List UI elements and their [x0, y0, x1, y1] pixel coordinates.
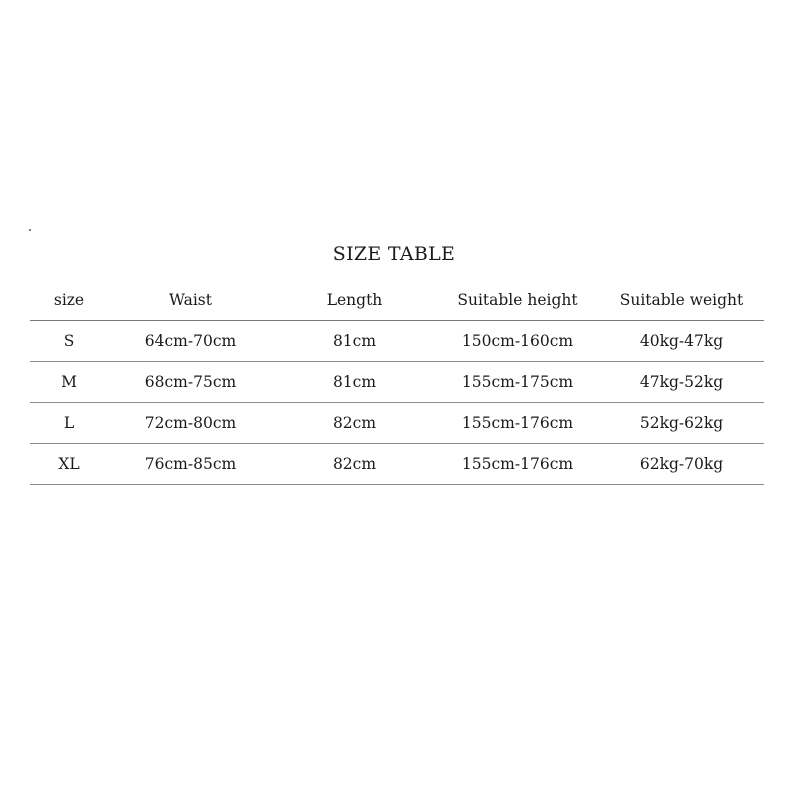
cell-length: 82cm — [332, 455, 377, 473]
cell-suitable-height: 150cm-160cm — [461, 332, 574, 350]
cell-length: 82cm — [332, 414, 377, 432]
header-length: Length — [326, 291, 383, 309]
cell-size: S — [63, 332, 75, 350]
cell-suitable-weight: 40kg-47kg — [639, 332, 724, 350]
table-header-row — [30, 280, 764, 321]
cell-size: XL — [58, 455, 80, 473]
stray-mark — [29, 229, 31, 231]
header-suitable-weight: Suitable weight — [619, 291, 744, 309]
cell-length: 81cm — [332, 373, 377, 391]
cell-waist: 64cm-70cm — [144, 332, 237, 350]
cell-waist: 68cm-75cm — [144, 373, 237, 391]
table-row — [30, 362, 764, 403]
header-size: size — [53, 291, 85, 309]
cell-waist: 76cm-85cm — [144, 455, 237, 473]
cell-suitable-height: 155cm-176cm — [461, 414, 574, 432]
cell-size: L — [63, 414, 75, 432]
page-title: SIZE TABLE — [332, 243, 456, 265]
cell-suitable-weight: 52kg-62kg — [639, 414, 724, 432]
cell-suitable-weight: 47kg-52kg — [639, 373, 724, 391]
cell-suitable-height: 155cm-176cm — [461, 455, 574, 473]
table-row — [30, 444, 764, 485]
cell-suitable-height: 155cm-175cm — [461, 373, 574, 391]
cell-suitable-weight: 62kg-70kg — [639, 455, 724, 473]
table-row — [30, 321, 764, 362]
cell-size: M — [61, 373, 77, 391]
header-suitable-height: Suitable height — [457, 291, 578, 309]
cell-waist: 72cm-80cm — [144, 414, 237, 432]
cell-length: 81cm — [332, 332, 377, 350]
header-waist: Waist — [169, 291, 212, 309]
size-table — [30, 280, 764, 485]
table-row — [30, 403, 764, 444]
